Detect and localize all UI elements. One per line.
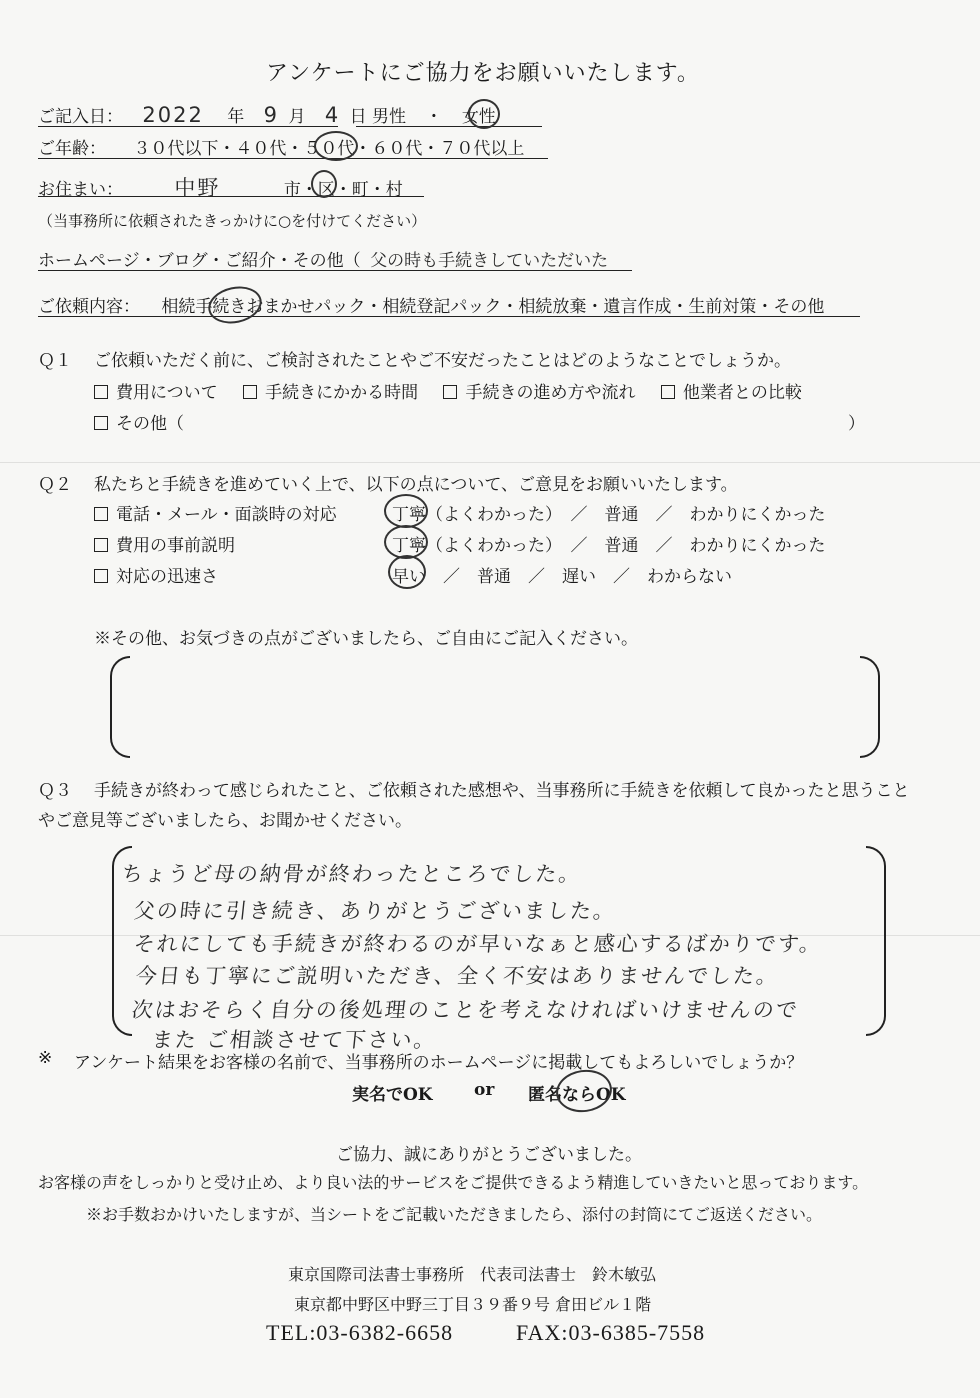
q3-answer-line: それにしても手続きが終わるのが早いなぁと感心するばかりです。 xyxy=(132,932,824,956)
q2-scale-speed: 早い ／ 普通 ／ 遅い ／ わからない xyxy=(392,567,732,587)
selected-age-circle xyxy=(314,131,358,161)
entry-day: 4 xyxy=(324,103,341,127)
residence-label: お住まい： xyxy=(38,180,123,200)
q3-number: Ｑ３ xyxy=(38,781,72,801)
q1-other-close: ） xyxy=(848,414,865,434)
q2-scale-response: 丁寧（よくわかった） ／ 普通 ／ わかりにくかった xyxy=(392,505,826,525)
age-option-30: ３０代以下 xyxy=(133,139,219,159)
q1-other-row xyxy=(94,409,184,434)
publish-anonymous: 匿名ならOK xyxy=(528,1085,626,1105)
age-row: ご年齢： ３０代以下・４０代・５０代・６０代・７０代以上 xyxy=(38,134,548,159)
checkbox[interactable] xyxy=(94,507,108,521)
q1-question: ご依頼いただく前に、ご検討されたことやご不安だったことはどのようなことでしょうか。 xyxy=(94,351,791,371)
selected-publish-circle xyxy=(553,1066,614,1115)
closing-line2: お客様の声をしっかりと受け止め、より良い法的サービスをご提供できるよう精進していきたいと思っております。 xyxy=(38,1173,869,1192)
q3-answer-line: 今日も丁寧にご説明いただき、全く不安はありませんでした。 xyxy=(134,964,781,988)
gender-separator: ・ xyxy=(425,107,443,127)
age-option-40: ４０代 xyxy=(235,139,287,159)
q2-number: Ｑ２ xyxy=(38,475,72,495)
q3-answer-line: また ご相談させて下さい。 xyxy=(150,1028,438,1052)
q1-other-label: その他（ xyxy=(116,414,184,434)
q3-question-line1: 手続きが終わって感じられたこと、ご依頼された感想や、当事務所に手続きを依頼して良かったと思うこと xyxy=(94,781,910,801)
comment-bracket-right xyxy=(860,656,880,758)
year-unit: 年 xyxy=(227,107,245,127)
q2-row-speed xyxy=(94,562,218,587)
selected-rating-circle xyxy=(384,525,428,559)
q2-row-response xyxy=(94,500,337,525)
q2-item-label: 費用の事前説明 xyxy=(116,536,235,556)
office-tel: TEL:03-6382-6658 xyxy=(266,1320,454,1345)
trigger-options: ホームページ・ブログ・ご紹介・その他（ xyxy=(38,251,361,271)
office-fax: FAX:03-6385-7558 xyxy=(516,1320,706,1345)
month-unit: 月 xyxy=(288,107,306,127)
publish-mark: ※ xyxy=(38,1048,53,1068)
q2-scale-fee: 丁寧（よくわかった） ／ 普通 ／ わかりにくかった xyxy=(392,536,826,556)
q2-item-label: 対応の迅速さ xyxy=(116,567,218,587)
date-label: ご記入日： xyxy=(38,107,123,127)
q3-answer-line: 次はおそらく自分の後処理のことを考えなければいけませんので xyxy=(130,998,801,1022)
request-row xyxy=(38,292,860,317)
day-unit: 日 xyxy=(349,107,367,127)
checkbox[interactable] xyxy=(243,385,257,399)
q2-item-label: 電話・メール・面談時の対応 xyxy=(116,505,337,525)
q1-choice-compare: 他業者との比較 xyxy=(682,383,802,403)
q1-number: Ｑ１ xyxy=(38,351,72,371)
q2-question: 私たちと手続きを進めていく上で、以下の点について、ご意見をお願いいたします。 xyxy=(94,475,738,495)
publish-real-name: 実名でOK xyxy=(352,1085,433,1105)
selected-gender-circle xyxy=(468,99,500,129)
survey-title: アンケートにご協力をお願いいたします。 xyxy=(266,61,700,86)
closing-line3: ※お手数おかけいたしますが、当シートをご記載いただきましたら、添付の封筒にてご返送ください。 xyxy=(86,1205,823,1224)
trigger-row xyxy=(38,246,632,271)
residence-row xyxy=(38,172,424,200)
entry-month: 9 xyxy=(263,103,280,127)
closing-thanks: ご協力、誠にありがとうございました。 xyxy=(336,1145,642,1165)
age-option-50: ５０代 xyxy=(303,139,355,159)
q2-row-fee xyxy=(94,531,235,556)
office-address: 東京都中野区中野三丁目３９番９号 倉田ビル１階 xyxy=(294,1295,652,1314)
checkbox[interactable] xyxy=(94,385,108,399)
answer-bracket-right xyxy=(866,846,886,1036)
checkbox[interactable] xyxy=(94,569,108,583)
entry-year: 2022 xyxy=(142,103,204,127)
q2-free-note: ※その他、お気づきの点がございましたら、ご自由にご記入ください。 xyxy=(94,629,638,649)
q1-choices xyxy=(94,378,802,403)
trigger-handwritten: 父の時も手続きしていただいた xyxy=(370,251,609,271)
q3-answer-line: ちょうど母の納骨が終わったところでした。 xyxy=(120,862,583,886)
gender-female: 女性 xyxy=(461,107,496,127)
request-label: ご依頼内容： xyxy=(38,297,140,317)
age-label: ご年齢： xyxy=(38,139,106,159)
selected-rating-circle xyxy=(384,494,428,528)
office-name: 東京国際司法書士事務所 代表司法書士 鈴木敏弘 xyxy=(288,1265,657,1284)
checkbox[interactable] xyxy=(443,385,457,399)
residence-suffix: 市・区・町・村 xyxy=(283,180,403,200)
age-option-70: ７０代以上 xyxy=(439,139,525,159)
checkbox[interactable] xyxy=(94,416,108,430)
gender-row xyxy=(356,102,542,127)
selected-request-circle xyxy=(205,282,265,328)
comment-bracket-left xyxy=(110,656,130,758)
q1-choice-process: 手続きの進め方や流れ xyxy=(465,383,636,403)
selected-rating-circle xyxy=(388,555,426,589)
publish-question: アンケート結果をお客様の名前で、当事務所のホームページに掲載してもよろしいでしょうか？ xyxy=(74,1053,804,1073)
age-option-60: ６０代 xyxy=(371,139,423,159)
paper-fold-line xyxy=(0,462,980,463)
entry-date-row xyxy=(38,102,367,127)
q1-choice-time: 手続きにかかる時間 xyxy=(265,383,419,403)
request-options: 相続手続きおまかせパック・相続登記パック・相続放棄・遺言作成・生前対策・その他 xyxy=(161,297,825,317)
gender-male: 男性 xyxy=(372,107,406,127)
residence-value: 中野 xyxy=(174,176,221,200)
selected-ward-circle xyxy=(311,170,337,198)
checkbox[interactable] xyxy=(661,385,675,399)
trigger-note: （当事務所に依頼されたきっかけに○を付けてください） xyxy=(38,212,427,230)
q1-choice-cost: 費用について xyxy=(116,383,218,403)
publish-or: or xyxy=(474,1080,495,1100)
checkbox[interactable] xyxy=(94,538,108,552)
q3-question-line2: やご意見等ございましたら、お聞かせください。 xyxy=(38,811,412,831)
q3-answer-line: 父の時に引き続き、ありがとうございました。 xyxy=(132,899,618,923)
